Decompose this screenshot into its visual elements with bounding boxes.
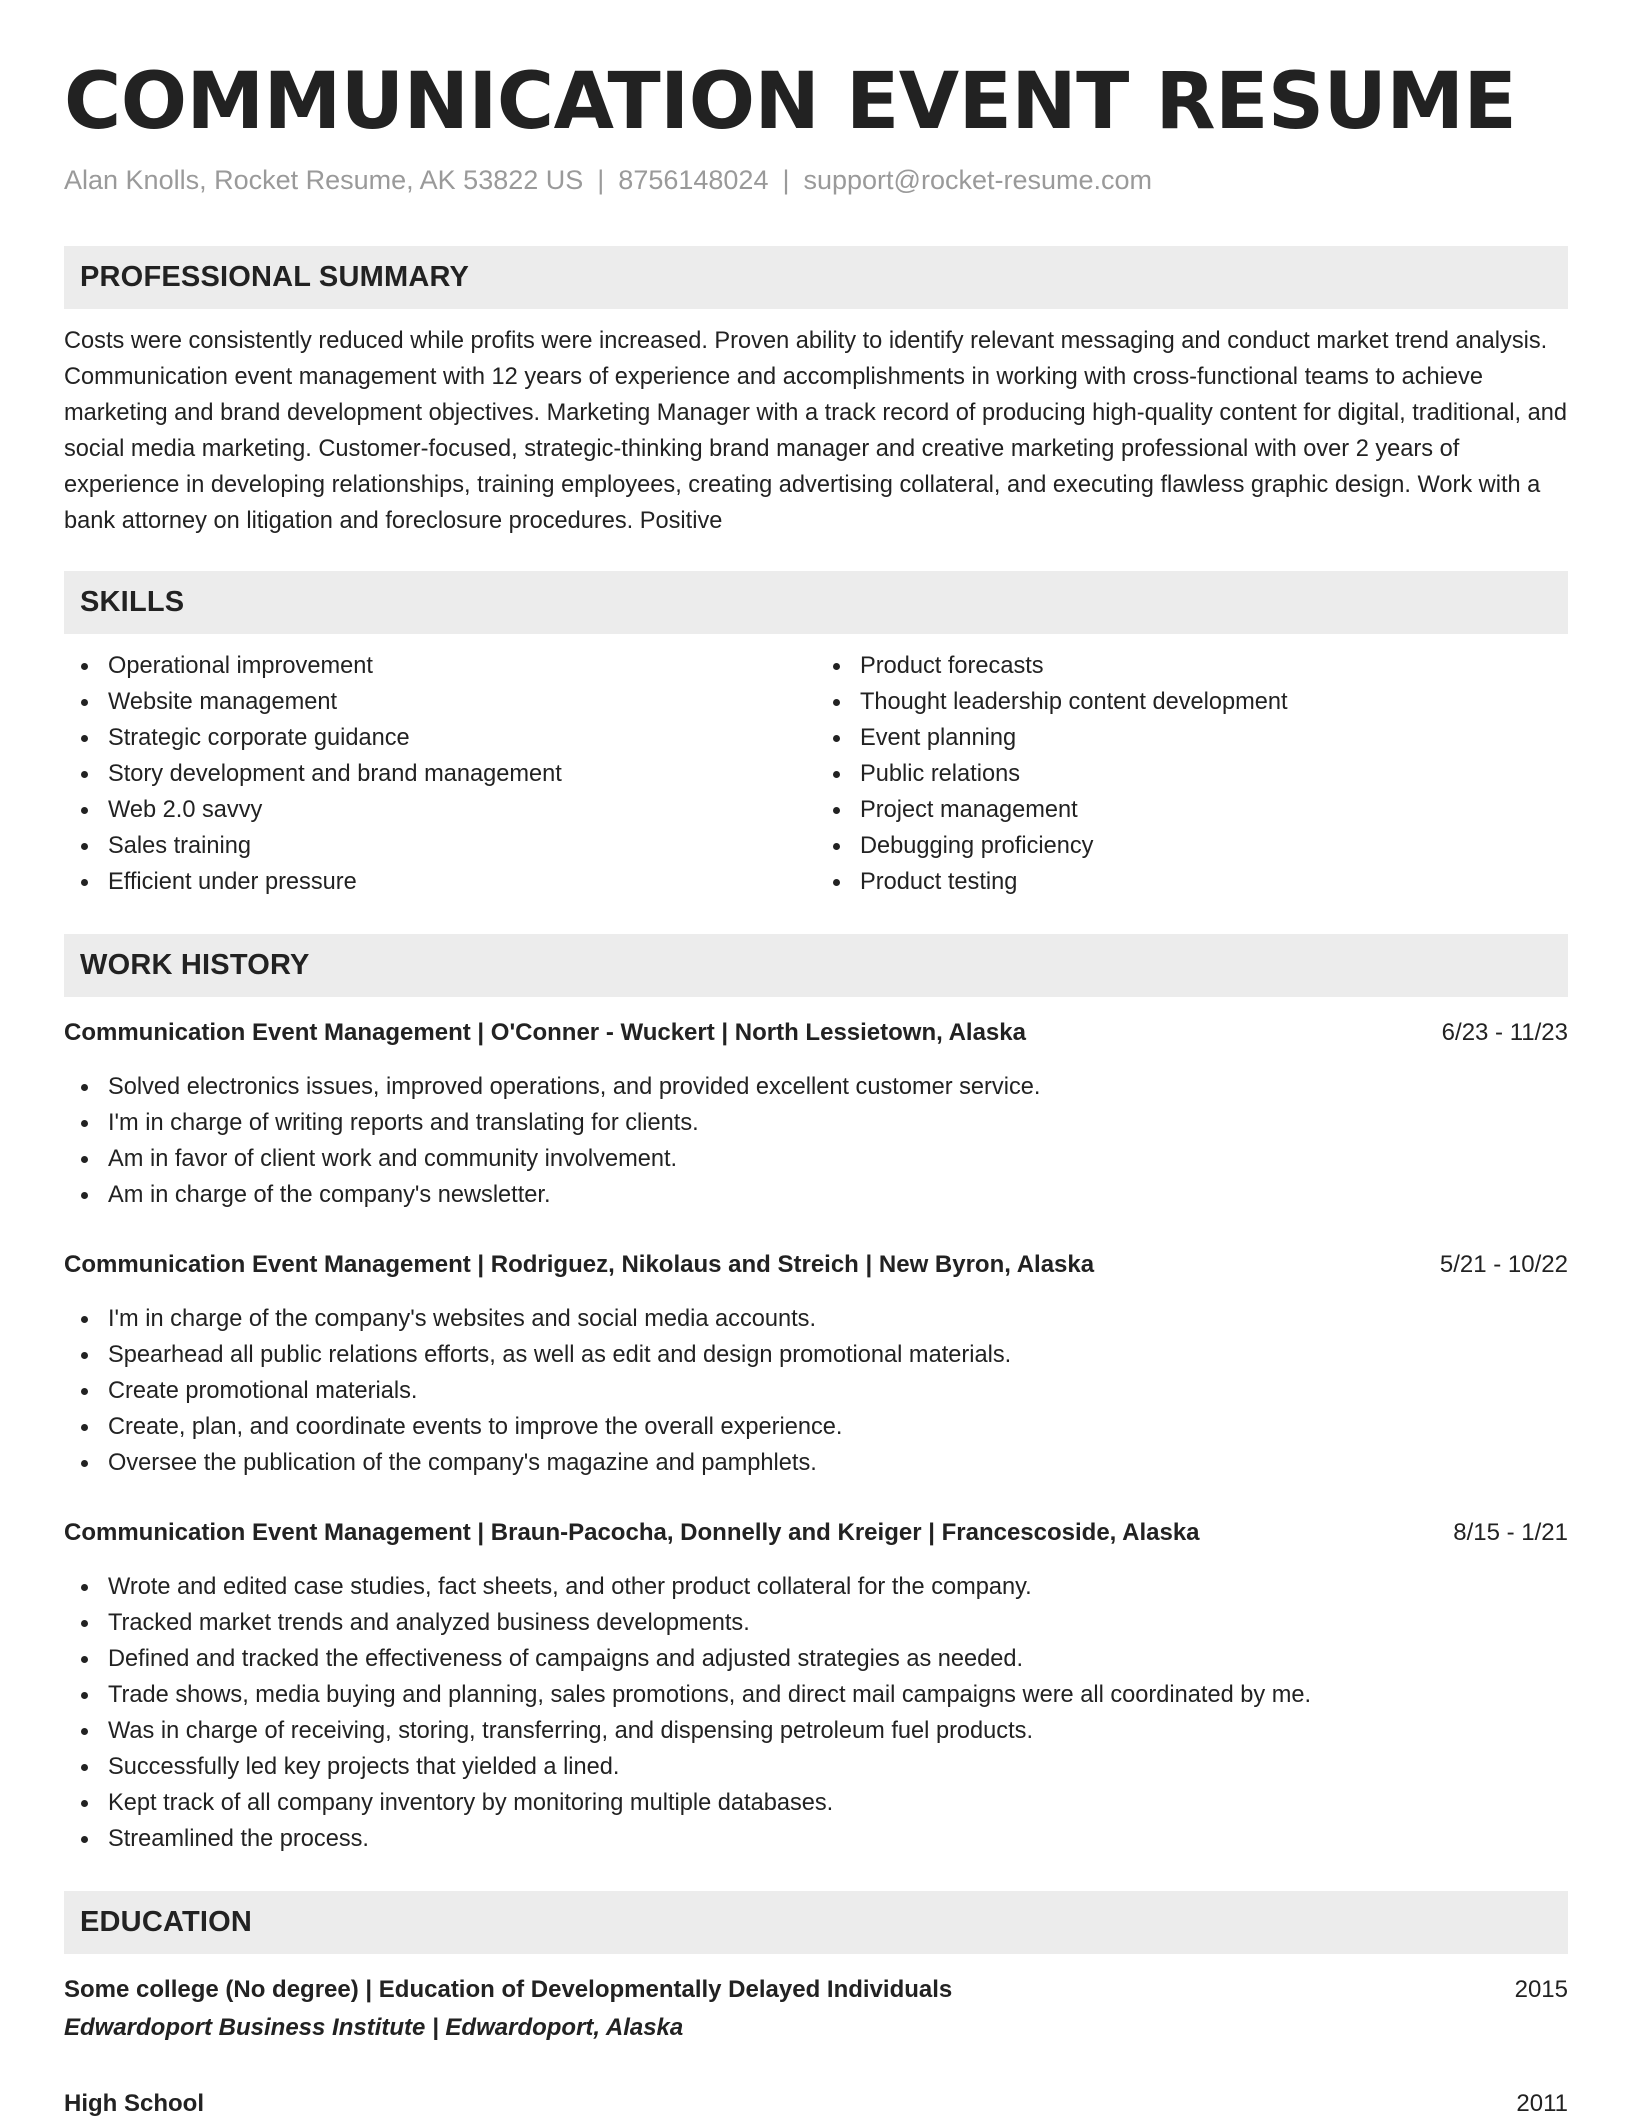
education-heading	[64, 1972, 1568, 2008]
education-entry	[64, 2086, 1568, 2122]
skill-item: Thought leadership content development	[860, 684, 1568, 720]
education-degree: High School	[64, 2090, 204, 2117]
job-dates: 8/15 - 1/21	[1453, 1519, 1568, 1546]
skill-item: Public relations	[860, 756, 1568, 792]
job-title: Communication Event Management | O'Conner - Wuckert | North Lessietown, Alaska	[64, 1019, 1026, 1046]
contact-email: support@rocket-resume.com	[803, 165, 1153, 195]
contact-address: Alan Knolls, Rocket Resume, AK 53822 US	[64, 165, 584, 195]
job-bullet: Am in charge of the company's newsletter.	[108, 1177, 1568, 1213]
section-header-education: EDUCATION	[64, 1891, 1568, 1954]
job-bullet: Spearhead all public relations efforts, as well as edit and design promotional materials.	[108, 1337, 1568, 1373]
job-entry	[64, 1515, 1568, 1857]
job-bullet: Streamlined the process.	[108, 1821, 1568, 1857]
section-header-professional-summary: PROFESSIONAL SUMMARY	[64, 246, 1568, 309]
job-bullet: Solved electronics issues, improved operations, and provided excellent customer service.	[108, 1069, 1568, 1105]
job-bullet: Create promotional materials.	[108, 1373, 1568, 1409]
contact-separator: |	[782, 165, 790, 195]
job-bullet: Defined and tracked the effectiveness of campaigns and adjusted strategies as needed.	[108, 1641, 1568, 1677]
job-entry	[64, 1247, 1568, 1481]
job-bullet: Wrote and edited case studies, fact sheets, and other product collateral for the company.	[108, 1569, 1568, 1605]
job-bullet: Was in charge of receiving, storing, transferring, and dispensing petroleum fuel products.	[108, 1713, 1568, 1749]
job-bullet: I'm in charge of writing reports and translating for clients.	[108, 1105, 1568, 1141]
contact-phone: 8756148024	[618, 165, 769, 195]
job-bullet: Kept track of all company inventory by monitoring multiple databases.	[108, 1785, 1568, 1821]
skill-item: Operational improvement	[108, 648, 816, 684]
skill-item: Sales training	[108, 828, 816, 864]
skills-column-left	[64, 648, 816, 900]
summary-text: Costs were consistently reduced while profits were increased. Proven ability to identify relevant messaging and conduct market trend analysis. Communication event management with 12 years of experience and accomplishments in working with cross-functional teams to achieve marketing and brand development objectives. Marketing Manager with a track record of producing high-quality content for digital, traditional, and social media marketing. Customer-focused, strategic-thinking brand manager and creative marketing professional with over 2 years of experience in developing relationships, training employees, creating advertising collateral, and executing flawless graphic design. Work with a bank attorney on litigation and foreclosure procedures. Positive	[64, 328, 1567, 534]
section-header-work-history: WORK HISTORY	[64, 934, 1568, 997]
job-dates: 5/21 - 10/22	[1439, 1251, 1568, 1278]
job-heading	[64, 1515, 1568, 1551]
job-entry	[64, 1015, 1568, 1213]
skill-item: Product testing	[860, 864, 1568, 900]
job-bullet: Oversee the publication of the company's magazine and pamphlets.	[108, 1445, 1568, 1481]
education-heading	[64, 2086, 1568, 2122]
skill-item: Product forecasts	[860, 648, 1568, 684]
skill-item: Website management	[108, 684, 816, 720]
job-bullet: Create, plan, and coordinate events to improve the overall experience.	[108, 1409, 1568, 1445]
job-bullet: Trade shows, media buying and planning, sales promotions, and direct mail campaigns were all coordinated by me.	[108, 1677, 1568, 1713]
job-dates: 6/23 - 11/23	[1441, 1019, 1568, 1046]
resume-title: COMMUNICATION EVENT RESUME	[64, 57, 1517, 147]
skills-column-right	[816, 648, 1568, 900]
section-header-skills: SKILLS	[64, 571, 1568, 634]
education-degree: Some college (No degree) | Education of Developmentally Delayed Individuals	[64, 1976, 953, 2003]
skill-item: Story development and brand management	[108, 756, 816, 792]
job-title: Communication Event Management | Rodriguez, Nikolaus and Streich | New Byron, Alaska	[64, 1251, 1095, 1278]
skill-item: Event planning	[860, 720, 1568, 756]
education-school: Edwardoport Business Institute | Edwardoport, Alaska	[64, 2014, 684, 2041]
job-bullets	[64, 1069, 1568, 1213]
skill-item: Debugging proficiency	[860, 828, 1568, 864]
job-heading	[64, 1015, 1568, 1051]
education-year: 2015	[1514, 1976, 1568, 2003]
skill-item: Project management	[860, 792, 1568, 828]
job-title: Communication Event Management | Braun-Pacocha, Donnelly and Kreiger | Francescoside, Alaska	[64, 1519, 1200, 1546]
skill-item: Strategic corporate guidance	[108, 720, 816, 756]
resume-page	[64, 52, 1568, 2122]
job-bullet: Tracked market trends and analyzed business developments.	[108, 1605, 1568, 1641]
skill-item: Web 2.0 savvy	[108, 792, 816, 828]
education-entry	[64, 1972, 1568, 2046]
job-bullets	[64, 1569, 1568, 1857]
job-bullet: Successfully led key projects that yielded a lined.	[108, 1749, 1568, 1785]
job-bullets	[64, 1301, 1568, 1481]
education-year: 2011	[1516, 2090, 1568, 2117]
contact-line	[64, 162, 1568, 198]
skills-grid	[64, 648, 1568, 900]
job-bullet: Am in favor of client work and community involvement.	[108, 1141, 1568, 1177]
job-heading	[64, 1247, 1568, 1283]
contact-separator: |	[597, 165, 605, 195]
skill-item: Efficient under pressure	[108, 864, 816, 900]
job-bullet: I'm in charge of the company's websites and social media accounts.	[108, 1301, 1568, 1337]
